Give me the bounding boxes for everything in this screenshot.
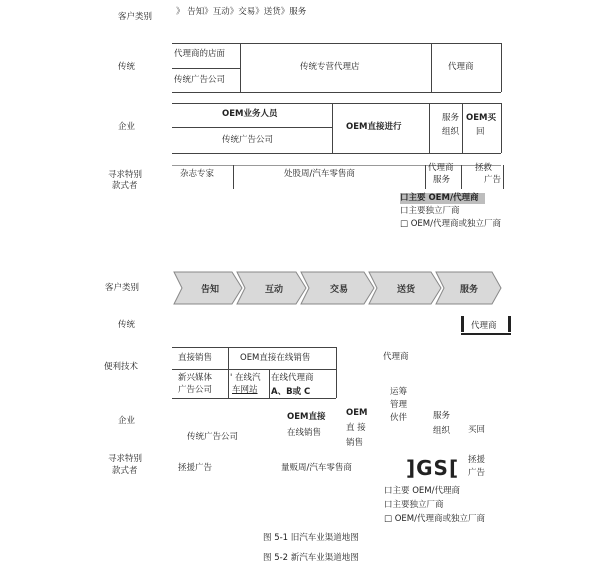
old-salvage-retailer: 处股周/汽车零售商 xyxy=(284,169,355,179)
new-logistics-2: 管理 xyxy=(390,400,408,410)
figure-5-1-caption: 图 5-1 旧汽车业渠道地图 xyxy=(263,533,359,543)
old-ent-divider-4 xyxy=(501,103,502,153)
old-legend-primary-oem: 口主要 OEM/代理商 xyxy=(400,193,485,204)
old-label-customer-type: 客户类别 xyxy=(118,12,153,22)
new-service-org-1: 服务 xyxy=(433,411,451,421)
new-label-seek-2: 款式者 xyxy=(112,466,138,476)
old-service-org-1: 服务 xyxy=(442,113,460,123)
old-seek-divider-4 xyxy=(503,165,504,189)
figure-5-2-caption: 图 5-2 新汽车业渠道地图 xyxy=(263,553,359,563)
new-salvage-retailer: 量贩周/汽车零售商 xyxy=(281,463,352,473)
new-label-customer-type: 客户类别 xyxy=(105,283,140,293)
new-dealer-top: 代理商 xyxy=(471,321,497,331)
new-label-traditional: 传统 xyxy=(118,320,136,330)
old-trad-split-line xyxy=(172,68,240,69)
new-online-dealer-1: 在线代理商 xyxy=(271,373,314,383)
new-tech-divider-2 xyxy=(336,347,337,398)
old-label-seek-2: 款式者 xyxy=(112,181,138,191)
old-customer-chain: 》 告知》互动》交易》送货》服务 xyxy=(176,7,307,17)
new-trad-left-bar xyxy=(461,316,464,332)
new-online-dealer-2: A、B或 C xyxy=(271,387,311,397)
old-service-org-2: 组织 xyxy=(442,127,460,137)
new-online-car-1: ' 在线汽 xyxy=(230,373,261,383)
new-buyback: 买回 xyxy=(468,425,486,435)
old-dealer-store: 代理商的店面 xyxy=(174,49,226,59)
new-tech-mid-line xyxy=(172,369,336,370)
old-seek-divider-2 xyxy=(425,165,426,189)
new-emerging-media-2: 广告公司 xyxy=(178,385,213,395)
old-seek-divider-3 xyxy=(461,165,462,189)
new-rescue-ad-1: 拯援 xyxy=(468,455,486,465)
chevron-interact: 互动 xyxy=(264,285,284,295)
new-tow-ad: 拯援广告 xyxy=(178,463,213,473)
old-oem-buyback-2: 回 xyxy=(476,127,485,137)
new-oem-online-sales: OEM直接在线销售 xyxy=(240,353,311,363)
new-label-enterprise: 企业 xyxy=(118,416,136,426)
new-legend-either: □ OEM/代理商或独立厂商 xyxy=(384,514,485,524)
old-magazine-expert: 杂志专家 xyxy=(180,169,215,179)
old-ent-divider-3 xyxy=(462,103,463,153)
old-ent-divider-2 xyxy=(429,103,430,153)
new-logistics-1: 运筹 xyxy=(390,387,408,397)
process-chevron-bar xyxy=(170,268,505,308)
new-legend-independent: 口主要独立厂商 xyxy=(384,500,444,510)
old-ent-trad-ad: 传统广告公司 xyxy=(222,135,274,145)
new-service-org-2: 组织 xyxy=(433,426,451,436)
new-tech-divider-3 xyxy=(269,369,270,398)
new-trad-right-bar xyxy=(508,316,511,332)
new-tech-dealer: 代理商 xyxy=(383,352,409,362)
old-label-enterprise: 企业 xyxy=(118,122,136,132)
new-trad-ad-agency: 传统广告公司 xyxy=(187,432,239,442)
old-trad-specialty-dealer: 传统专营代理店 xyxy=(300,62,360,72)
old-trad-divider-1 xyxy=(240,43,241,92)
new-trad-underline xyxy=(461,333,511,335)
new-logistics-3: 伙伴 xyxy=(390,413,408,423)
new-oem-online-2: 在线销售 xyxy=(287,428,322,438)
old-oem-buyback-1: OEM买 xyxy=(466,113,496,123)
new-rescue-ad-2: 广告 xyxy=(468,468,486,478)
new-oem-direct-3: 销售 xyxy=(346,438,364,448)
old-dealer: 代理商 xyxy=(448,62,474,72)
new-oem-direct-2: 直 接 xyxy=(346,423,366,433)
new-online-car-2: 车网站 xyxy=(232,385,258,395)
old-ent-bottom-line xyxy=(172,153,501,154)
old-trad-divider-2 xyxy=(431,43,432,92)
old-trad-divider-3 xyxy=(501,43,502,92)
old-tow-ad-2: 广告 xyxy=(484,175,502,185)
old-legend-either: □ OEM/代理商或独立厂商 xyxy=(400,219,501,229)
old-oem-sales: OEM业务人员 xyxy=(222,109,278,119)
old-label-seek-1: 寻求特别 xyxy=(108,170,143,180)
chevron-inform: 告知 xyxy=(200,285,220,295)
new-oem-online-1: OEM直接 xyxy=(287,412,326,422)
new-direct-sales: 直接销售 xyxy=(178,353,213,363)
new-label-seek-1: 寻求特别 xyxy=(108,454,143,464)
old-dealer-service-1: 代理商 xyxy=(428,163,454,173)
old-legend-independent: 口主要独立厂商 xyxy=(400,206,460,216)
old-ent-top-line xyxy=(172,103,501,104)
new-label-tech: 便利技术 xyxy=(104,362,139,372)
new-oem-direct-1: OEM xyxy=(346,408,368,418)
old-dealer-service-2: 服务 xyxy=(433,175,451,185)
old-seek-divider-1 xyxy=(233,165,234,189)
chevron-transact: 交易 xyxy=(329,285,349,295)
old-oem-direct: OEM直接进行 xyxy=(346,122,402,132)
old-trad-top-line xyxy=(172,43,501,44)
chevron-service: 服务 xyxy=(459,285,479,295)
new-tech-divider-1 xyxy=(228,347,229,398)
chevron-deliver: 送货 xyxy=(396,285,416,295)
new-tech-top-line xyxy=(172,347,336,348)
old-trad-ad-agency: 传统广告公司 xyxy=(174,75,226,85)
new-legend-primary-oem: 口主要 OEM/代理商 xyxy=(384,486,460,496)
new-emerging-media-1: 新兴媒体 xyxy=(178,373,213,383)
gsi-label: ]GS[ xyxy=(406,456,460,480)
old-trad-bottom-line xyxy=(172,92,501,93)
old-tow-ad-1: 拯救 xyxy=(475,163,493,173)
old-ent-divider-1 xyxy=(332,103,333,153)
old-label-traditional: 传统 xyxy=(118,62,136,72)
old-ent-split-line xyxy=(172,127,332,128)
new-tech-bottom-line xyxy=(172,398,336,399)
